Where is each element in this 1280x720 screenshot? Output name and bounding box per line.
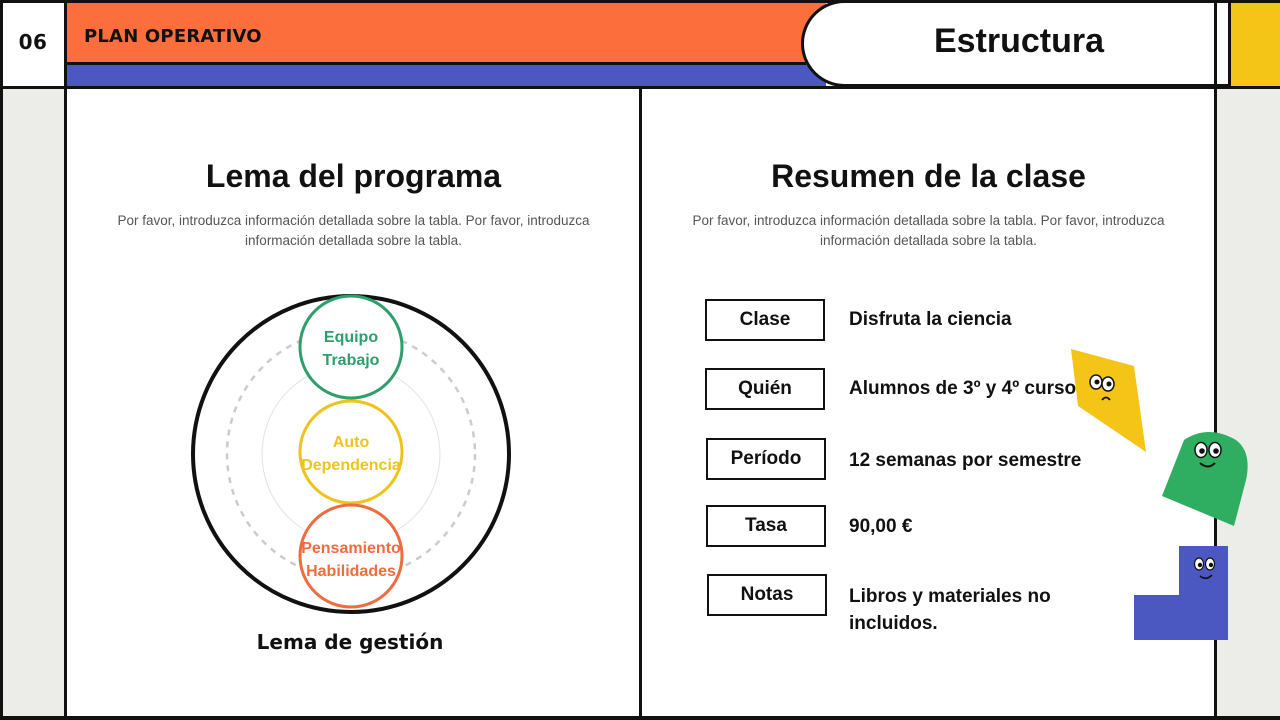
row-value-quien: Alumnos de 3º y 4º curso <box>849 378 1077 399</box>
yellow-kite-mascot <box>1066 346 1150 456</box>
row-value-notas: Libros y materiales no incluidos. <box>849 586 1051 634</box>
section-label: PLAN OPERATIVO <box>84 26 262 47</box>
row-label-clase: Clase <box>705 299 825 341</box>
left-panel-title: Lema del programa <box>205 158 502 194</box>
row-label-notas: Notas <box>707 574 827 616</box>
circle-label-line2: Dependencia <box>301 457 401 474</box>
green-blob-mascot <box>1160 430 1252 528</box>
row-value-tasa: 90,00 € <box>849 516 913 537</box>
right-panel-title: Resumen de la clase <box>771 158 1086 194</box>
circle-label-pensamiento <box>290 537 412 583</box>
row-value-clase: Disfruta la ciencia <box>849 309 1012 330</box>
circle-label-equipo <box>290 326 412 372</box>
management-motto-label: Lema de gestión <box>256 630 444 654</box>
circle-label-line2: Habilidades <box>306 563 396 580</box>
row-label-tasa: Tasa <box>706 505 826 547</box>
circle-label-auto <box>290 431 412 477</box>
circle-label-line1: Pensamiento <box>301 540 401 557</box>
left-panel-description: Por favor, introduzca información detallada sobre la tabla. Por favor, introduzca información detallada sobre la tabla. <box>117 213 590 248</box>
row-label-quien: Quién <box>705 368 825 410</box>
circle-label-line1: Auto <box>332 434 370 451</box>
circle-label-line1: Equipo <box>323 329 379 346</box>
page-number: 06 <box>18 30 48 54</box>
right-panel-description: Por favor, introduzca información detallada sobre la tabla. Por favor, introduzca información detallada sobre la tabla. <box>692 213 1165 248</box>
page-title: Estructura <box>933 22 1105 60</box>
row-label-periodo: Período <box>706 438 826 480</box>
circle-label-line2: Trabajo <box>322 352 380 369</box>
row-value-periodo: 12 semanas por semestre <box>849 450 1082 471</box>
blue-l-block-mascot <box>1133 545 1229 641</box>
